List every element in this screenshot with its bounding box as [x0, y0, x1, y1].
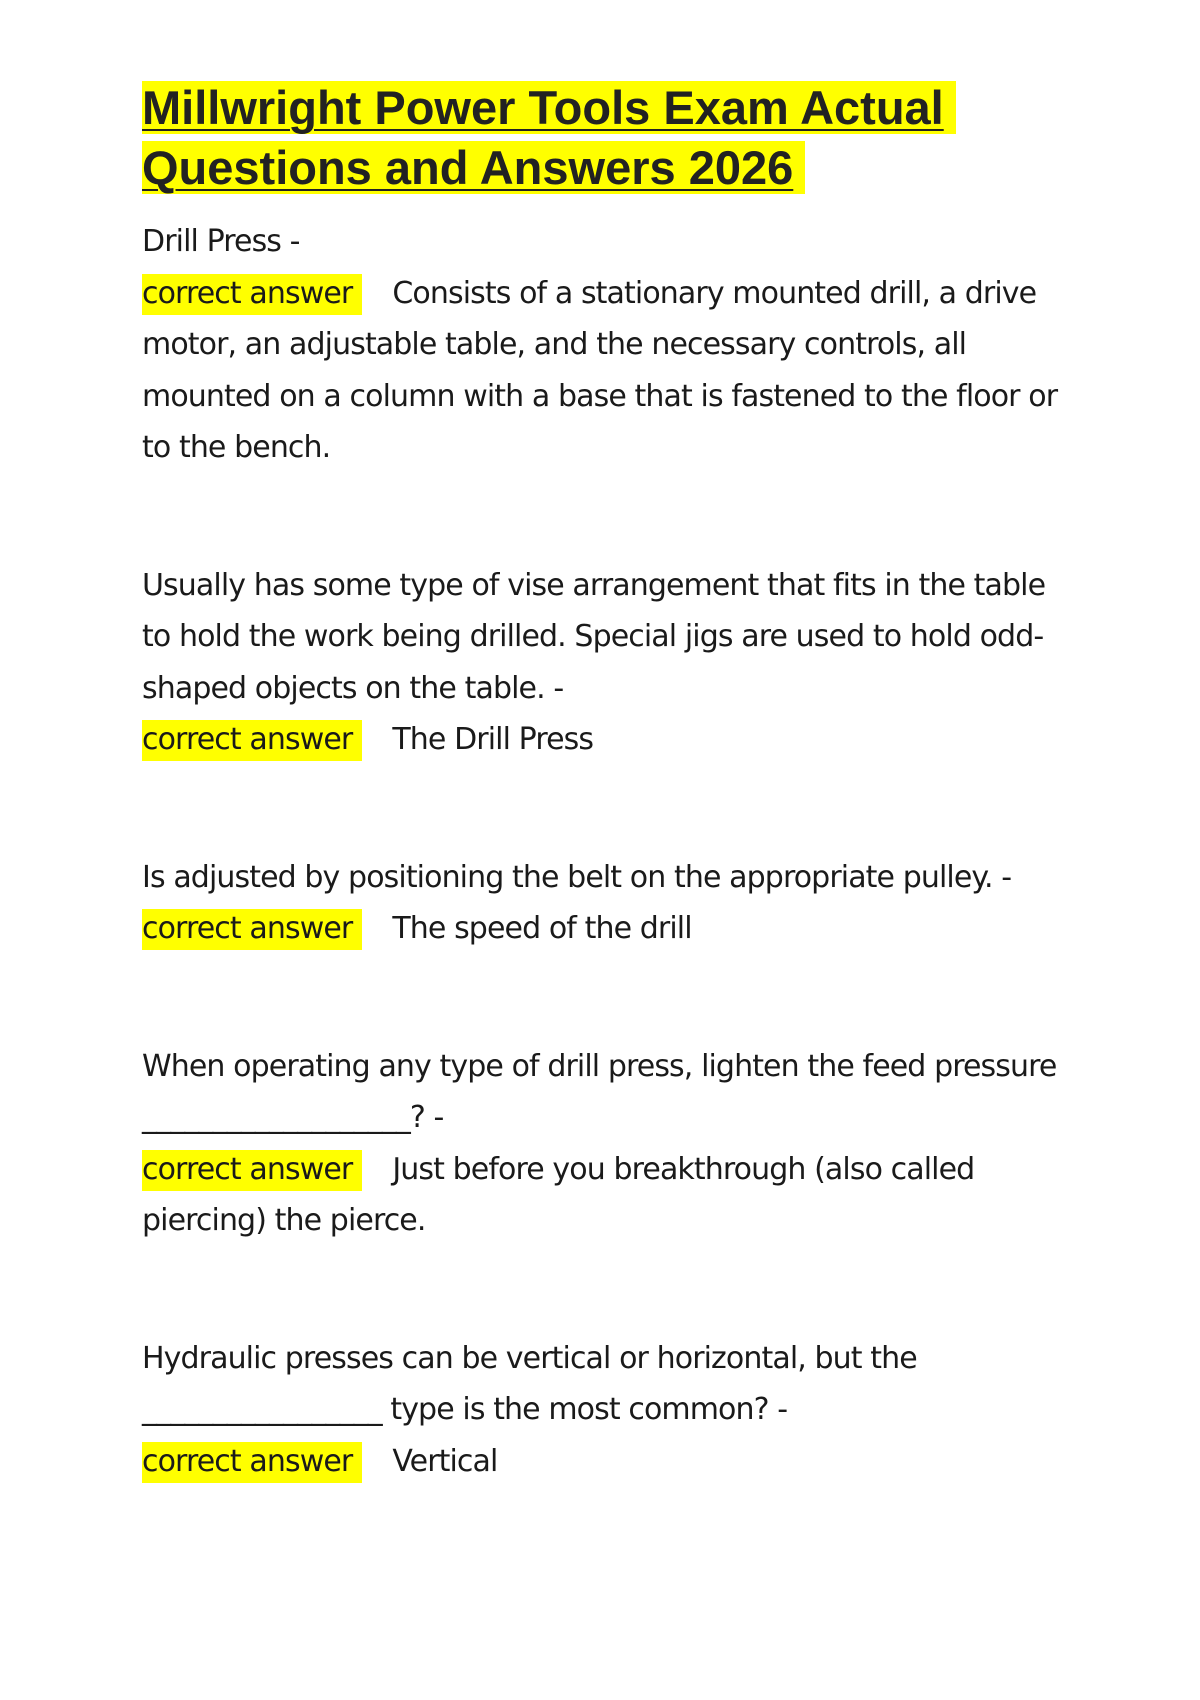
document-page [142, 78, 1072, 1487]
answer-text: The Drill Press [392, 722, 594, 757]
answer-paragraph [142, 714, 1072, 766]
question-text: Hydraulic presses can be vertical or horizontal, but the _________________ type is the most common? - [142, 1340, 917, 1427]
question-text: When operating any type of drill press, lighten the feed pressure ___________________? - [142, 1048, 1057, 1135]
answer-paragraph [142, 268, 1072, 474]
qa-item [142, 1041, 1072, 1247]
answer-paragraph [142, 1436, 1072, 1488]
qa-item [142, 560, 1072, 766]
correct-answer-label: correct answer [142, 274, 362, 315]
question-text: Is adjusted by positioning the belt on the appropriate pulley. - [142, 859, 1012, 895]
qa-item [142, 852, 1072, 955]
answer-text: Consists of a stationary mounted drill, a drive motor, an adjustable table, and the necessary controls, all mounted on a column with a base that is fastened to the floor or to the bench. [142, 275, 1058, 465]
correct-answer-label: correct answer [142, 720, 362, 761]
question-text: Usually has some type of vise arrangement that fits in the table to hold the work being drilled. Special jigs are used to hold odd-shaped objects on the table. - [142, 567, 1046, 706]
qa-item [142, 1333, 1072, 1488]
qa-item [142, 216, 1072, 474]
answer-paragraph [142, 903, 1072, 955]
question-text: Drill Press - [142, 224, 300, 259]
title-line-1: Millwright Power Tools Exam Actual [142, 81, 956, 134]
answer-paragraph [142, 1144, 1072, 1247]
title-line-2: Questions and Answers 2026 [142, 141, 805, 194]
correct-answer-label: correct answer [142, 1150, 362, 1191]
answer-text: Vertical [392, 1443, 498, 1479]
document-title [142, 78, 1072, 198]
correct-answer-label: correct answer [142, 1442, 362, 1483]
answer-text: Just before you breakthrough (also called piercing) the pierce. [142, 1151, 975, 1238]
answer-text: The speed of the drill [392, 911, 692, 946]
correct-answer-label: correct answer [142, 909, 362, 950]
